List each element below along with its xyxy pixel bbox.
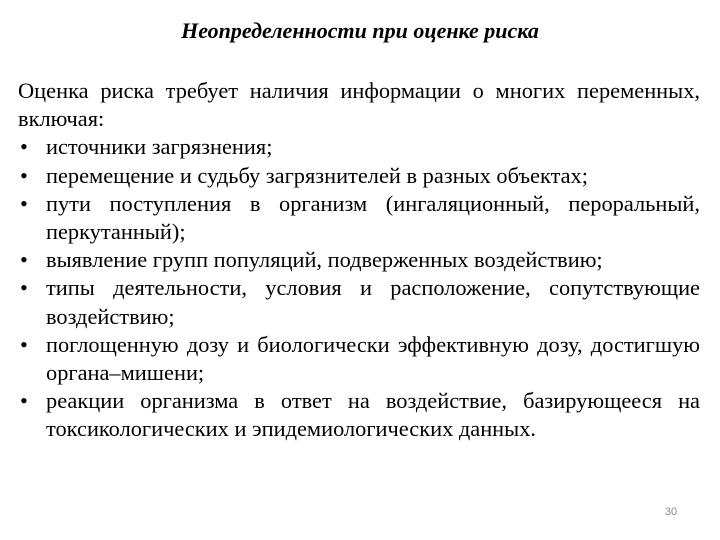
bullet-dot-icon: • (20, 388, 28, 414)
bullet-dot-icon: • (20, 247, 28, 273)
bullet-item-6 (18, 331, 700, 387)
bullet-text: перемещение и судьбу загрязнителей в разных объектах; (46, 162, 588, 188)
bullet-item-5 (18, 274, 700, 330)
page-number: 30 (664, 506, 678, 518)
bullet-text: выявление групп популяций, подверженных воздействию; (46, 247, 603, 273)
bullet-text: поглощенную дозу и биологически эффективную дозу, достигшую органа–мишени; (46, 331, 700, 386)
intro-paragraph: Оценка риска требует наличия информации о многих переменных, включая: (18, 78, 700, 132)
bullet-text: типы деятельности, условия и расположение, сопутствующие воздействию; (46, 275, 700, 329)
bullet-dot-icon: • (20, 190, 28, 216)
slide-body (18, 77, 700, 444)
bullet-dot-icon: • (20, 162, 28, 188)
bullet-text: реакции организма в ответ на воздействие, базирующееся на токсикологических и эпидемиологических данных. (46, 388, 700, 442)
bullet-item-1 (18, 133, 700, 161)
bullet-list (18, 133, 700, 443)
slide-title: Неопределенности при оценке риска (181, 18, 539, 43)
bullet-dot-icon: • (20, 331, 28, 357)
bullet-item-7 (18, 387, 700, 443)
bullet-dot-icon: • (20, 275, 28, 301)
bullet-item-2 (18, 162, 700, 190)
bullet-text: пути поступления в организм (ингаляционный, пероральный, перкутанный); (46, 190, 700, 245)
bullet-item-4 (18, 246, 700, 274)
bullet-item-3 (18, 190, 700, 246)
bullet-dot-icon: • (20, 134, 28, 160)
bullet-text: источники загрязнения; (46, 134, 273, 160)
